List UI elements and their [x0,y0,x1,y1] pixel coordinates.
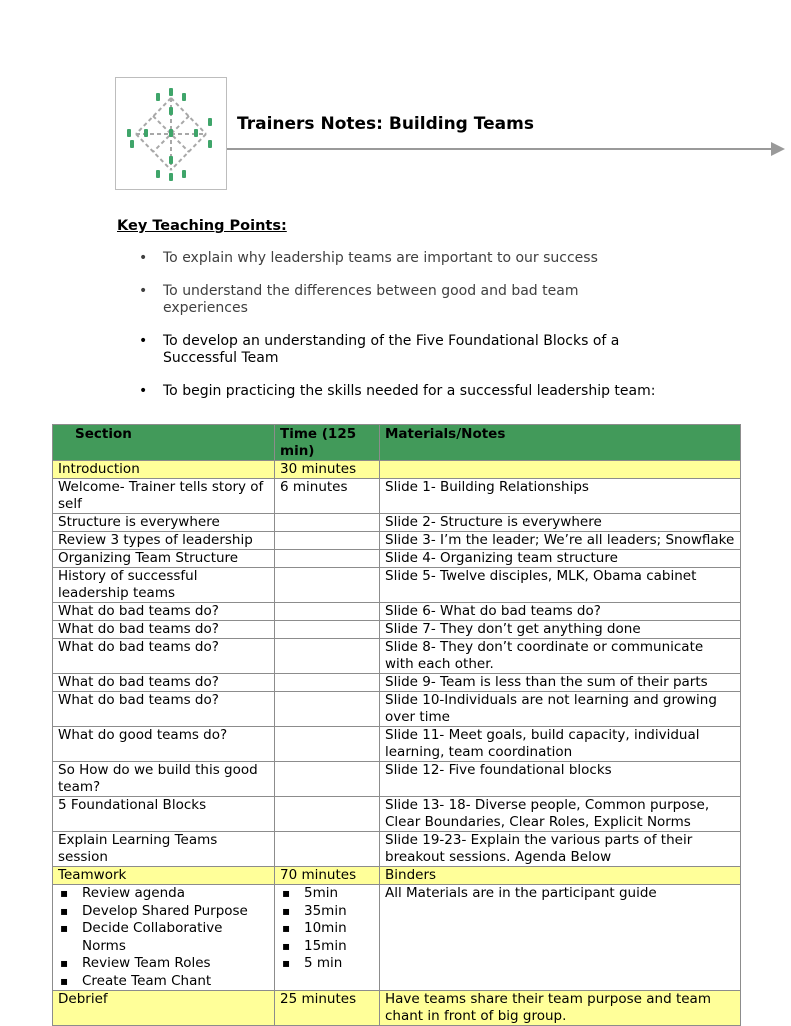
table-row: History of successful leadership teams Slide 5- Twelve disciples, MLK, Obama cabinet [53,568,741,603]
arrow-right-icon [771,142,785,156]
list-item: ▪ 5min [280,885,374,903]
table-row: Organizing Team Structure Slide 4- Organizing team structure [53,550,741,568]
bullet-icon: • [139,250,148,266]
column-header-notes: Materials/Notes [380,425,741,461]
table-row: Teamwork 70 minutes Binders [53,867,741,885]
teamwork-time-list [280,885,374,973]
team-network-icon [116,78,226,189]
bullet-icon: • [139,333,148,349]
table-row: What do bad teams do? Slide 7- They don’t get anything done [53,621,741,639]
document-title: Trainers Notes: Building Teams [237,114,534,134]
key-point: • To understand the differences between good and bad team experiences [139,283,579,316]
list-item: ▪ 15min [280,938,374,956]
table-row: Debrief 25 minutes Have teams share their team purpose and team chant in front of big group. [53,991,741,1026]
table-row: Structure is everywhere Slide 2- Structure is everywhere [53,514,741,532]
list-item: ▪ Create Team Chant [58,973,269,991]
schedule-table [52,424,741,1026]
key-point: • To begin practicing the skills needed for a successful leadership team: [139,383,656,399]
team-network-logo [115,77,227,190]
table-row: What do good teams do? Slide 11- Meet goals, build capacity, individual learning, team coordination [53,727,741,762]
column-header-section: Section [53,425,275,461]
bullet-icon: • [139,283,148,299]
bullet-icon: • [139,383,148,399]
list-item: ▪ 10min [280,920,374,938]
key-point: • To explain why leadership teams are important to our success [139,250,598,266]
table-header-row [53,425,741,461]
table-row: 5 Foundational Blocks Slide 13- 18- Diverse people, Common purpose, Clear Boundaries, Clear Roles, Explicit Norms [53,797,741,832]
title-rule [227,148,777,150]
key-points-list [137,250,657,416]
list-item: ▪ 35min [280,903,374,921]
list-item: ▪ Review agenda [58,885,269,903]
list-item: ▪ Decide Collaborative Norms [58,920,269,955]
column-header-time: Time (125 min) [275,425,380,461]
teamwork-detail-row [53,885,741,991]
table-row: What do bad teams do? Slide 6- What do bad teams do? [53,603,741,621]
list-item: ▪ Review Team Roles [58,955,269,973]
table-row: So How do we build this good team? Slide 12- Five foundational blocks [53,762,741,797]
teamwork-notes: All Materials are in the participant guide [380,885,741,991]
teamwork-section-list [58,885,269,990]
list-item: ▪ 5 min [280,955,374,973]
list-item: ▪ Develop Shared Purpose [58,903,269,921]
table-row: What do bad teams do? Slide 10-Individuals are not learning and growing over time [53,692,741,727]
table-row: Introduction 30 minutes [53,461,741,479]
key-points-heading: Key Teaching Points: [117,218,287,234]
table-row: Welcome- Trainer tells story of self 6 minutes Slide 1- Building Relationships [53,479,741,514]
table-row: Review 3 types of leadership Slide 3- I’m the leader; We’re all leaders; Snowflake [53,532,741,550]
table-row: Explain Learning Teams session Slide 19-23- Explain the various parts of their breakout sessions. Agenda Below [53,832,741,867]
table-row: What do bad teams do? Slide 8- They don’t coordinate or communicate with each other. [53,639,741,674]
table-row: What do bad teams do? Slide 9- Team is less than the sum of their parts [53,674,741,692]
key-point: • To develop an understanding of the Five Foundational Blocks of a Successful Team [139,333,620,366]
